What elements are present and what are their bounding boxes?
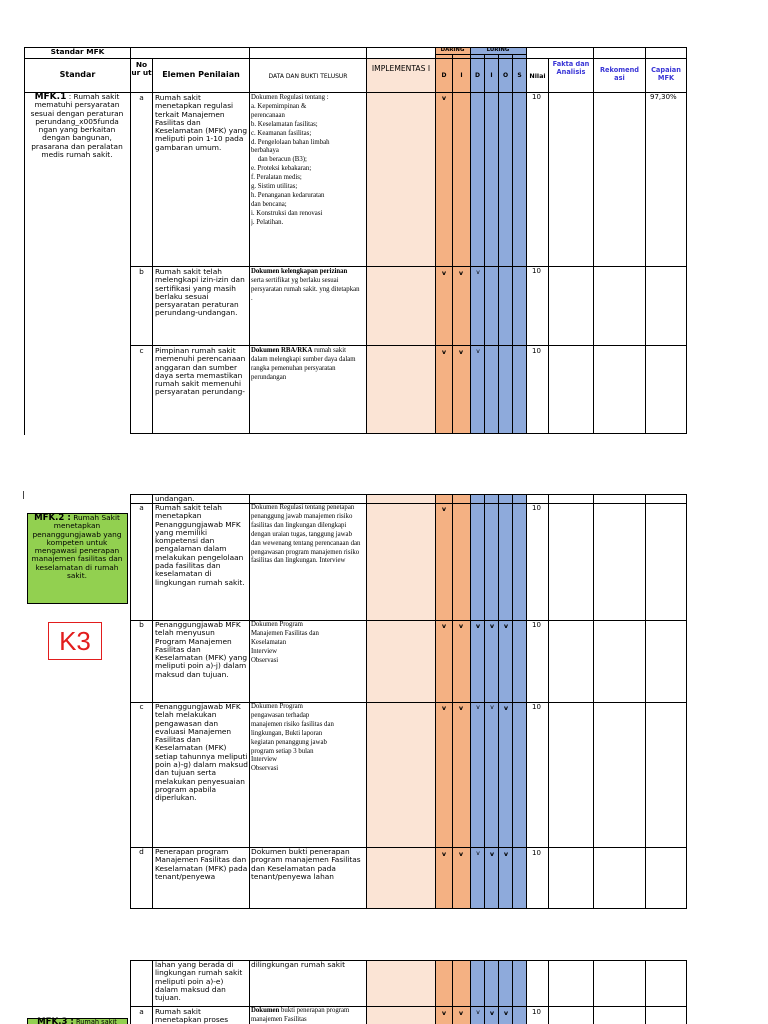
bukti-line: Interview <box>251 756 278 764</box>
continued-elemen: lahan yang berada di lingkungan rumah sakit meliputi poin a)-e) dalam maksud dan tujuan. <box>155 961 243 1003</box>
header-nilai: Nilai <box>529 72 546 80</box>
header-fakta: Fakta dan Analisis <box>552 61 590 76</box>
row-elemen: Rumah sakit menetapkan regulasi terkait Manajemen Fasilitas dan Keselamatan (MFK) yang meliputi poin 1-10 pada gambaran umum. <box>155 94 248 152</box>
standard-code: MFK.1 <box>34 92 67 102</box>
bukti-line: kegiatan penanggung jawab <box>251 738 327 746</box>
row-no: b <box>139 621 144 629</box>
mark-i-daring: v <box>458 622 464 630</box>
mark-i-daring: v <box>458 704 464 712</box>
bukti-line: c. Keamanan fasilitas; <box>251 129 312 137</box>
mark-d-daring: v <box>441 269 447 277</box>
continued-elemen: undangan. <box>155 495 195 503</box>
row-nilai: 10 <box>532 93 541 101</box>
mark-d-luring: v <box>476 348 480 355</box>
mark-d-luring: v <box>476 1009 480 1016</box>
standard-text: : Rumah sakit mematuhi persyaratan sesuai dengan peraturan perundang_x005funda ngan yang berkaitan dengan bangunan, prasarana dan peralatan medis rumah sakit. <box>30 92 124 160</box>
text-cursor: | <box>22 491 26 500</box>
table-section-mfk2 <box>0 491 768 910</box>
mark-i-daring: v <box>458 348 464 356</box>
mark-d-daring: v <box>441 505 447 513</box>
bukti-line: Dokumen Program <box>251 621 303 628</box>
header-s-luring: S <box>517 72 522 79</box>
row-elemen: Rumah sakit telah menetapkan Penanggungjawab MFK yang memiliki kompetensi dan pengalaman dalam melakukan pengelolaan pada fasilitas dan keselamatan di lingkungan rumah sakit. <box>155 504 245 587</box>
row-nilai: 10 <box>532 849 541 857</box>
mark-i-luring: v <box>489 1009 495 1017</box>
row-bukti: Dokumen Regulasi tentang penetapan penanggung jawab manajemen risiko fasilitas dan lingkungan dilengkapi dengan uraian tugas, tanggung jawab dan wewenang tentang perencanaan dan pengawasan program manajemen risiko fasilitas dan lingkungan. Interview <box>251 504 361 565</box>
standard-code: MFK.2 : <box>34 513 71 523</box>
bukti-line: Manajemen Fasilitas dan <box>251 629 319 637</box>
header-rekomendasi: Rekomend asi <box>599 66 640 82</box>
standard-text: Rumah sakit <box>73 1018 117 1024</box>
standard-mfk2 <box>28 514 126 580</box>
header-standar: Standar <box>59 71 96 79</box>
bukti-line: Interview <box>251 647 278 655</box>
bukti-line: a. Kepemimpinan & <box>251 102 307 110</box>
standard-mfk1 <box>26 93 128 159</box>
mark-d-luring: v <box>476 269 480 276</box>
mark-d-daring: v <box>441 1009 447 1017</box>
mark-i-daring: v <box>458 1009 464 1017</box>
row-no: d <box>139 848 144 856</box>
bukti-line: Observasi <box>251 656 279 664</box>
bukti-line: pengawasan terhadap <box>251 711 310 719</box>
bukti-bold: Dokumen RBA/RKA <box>251 347 313 354</box>
row-nilai: 10 <box>532 347 541 355</box>
row-elemen: Pimpinan rumah sakit memenuhi perencanaan anggaran dan sumber daya serta memastikan rumah sakit memenuhi persyaratan perundang- <box>155 347 246 397</box>
standard-code: MFK.3 : <box>37 1017 74 1024</box>
row-elemen: Rumah sakit menetapkan proses <box>155 1008 229 1024</box>
row-no: c <box>139 703 144 711</box>
row-no: b <box>139 268 144 276</box>
bukti-line: g. Sistim utilitas; <box>251 183 298 191</box>
bukti-line: Dokumen Regulasi tentang : <box>251 94 329 101</box>
table-section-mfk3 <box>0 960 768 1024</box>
mark-d-daring: v <box>441 850 447 858</box>
bukti-bold: Dokumen kelengkapan perizinan <box>251 268 348 275</box>
row-nilai: 10 <box>532 1008 541 1016</box>
mark-d-daring: v <box>441 348 447 356</box>
row-bukti <box>251 347 363 383</box>
mark-i-daring: v <box>458 850 464 858</box>
header-capaian: Capaian MFK <box>651 66 681 82</box>
row-elemen: Penanggungjawab MFK telah melakukan pengawasan dan evaluasi Manajemen Fasilitas dan Keselamatan (MFK) setiap tahunnya meliputi poin a)-g) dalam maksud dan tujuan serta melakukan penyesuaian program apabila diperlukan. <box>155 703 248 803</box>
row-nilai: 10 <box>532 703 541 711</box>
standard-text: Rumah Sakit menetapkan penanggungjawab yang kompeten untuk mengawasi penerapan manajemen fasilitas dan keselamatan di rumah sakit. <box>31 513 123 581</box>
bukti-line: lingkungan, Bukti laporan <box>251 729 323 737</box>
bukti-line: h. Penanganan kedaruratan <box>251 191 325 199</box>
header-daring: DARING <box>440 47 465 53</box>
header-data-bukti: DATA DAN BUKTI TELUSUR <box>268 73 348 80</box>
row-no: c <box>139 347 144 355</box>
row-bukti: Dokumen bukti penerapan program manajemen Fasilitas dan Keselamatan pada tenant/penyewa lahan <box>251 848 361 881</box>
bukti-line: Keselamatan <box>251 638 287 646</box>
row-nilai: 10 <box>532 504 541 512</box>
row-bukti-list <box>251 621 363 666</box>
row-no: a <box>139 504 144 512</box>
mark-d-luring: v <box>476 704 480 711</box>
row-bukti <box>251 1007 363 1024</box>
bukti-line: Dokumen Program <box>251 703 303 710</box>
bukti-line: d. Pengelolaan bahan limbah <box>251 138 330 146</box>
bukti-line: dan beracun (B3); <box>251 156 307 164</box>
header-o-luring: O <box>502 72 509 79</box>
mark-o-luring: v <box>503 622 509 630</box>
row-bukti <box>251 268 361 304</box>
header-no-urut: No ur ut <box>131 61 152 78</box>
header-i-luring: I <box>490 72 493 79</box>
mark-i-daring: v <box>458 269 464 277</box>
bukti-line: e. Proteksi kebakaran; <box>251 165 312 173</box>
bukti-rest: rumah sakit dalam melengkapi sumber daya dalam rangka pemenuhan persyaratan perundangan <box>251 347 356 381</box>
mark-d-daring: v <box>441 704 447 712</box>
bukti-line: i. Konstruksi dan renovasi <box>251 209 323 217</box>
capaian-value: 97,30% <box>650 93 677 101</box>
mark-d-luring: v <box>475 622 481 630</box>
row-nilai: 10 <box>532 267 541 275</box>
row-no: a <box>139 94 144 102</box>
mark-d-daring: v <box>441 622 447 630</box>
bukti-line: f. Peralatan medis; <box>251 174 302 182</box>
table-section-mfk1 <box>0 47 768 435</box>
header-elemen-penilaian: Elemen Penilaian <box>162 71 240 79</box>
mark-i-luring: v <box>490 704 494 711</box>
row-elemen: Penanggungjawab MFK telah menyusun Program Manajemen Fasilitas dan Keselamatan (MFK) yang meliputi poin a)-j) dalam maksud dan tujuan. <box>155 621 248 679</box>
mark-o-luring: v <box>503 850 509 858</box>
row-nilai: 10 <box>532 621 541 629</box>
mark-d-daring: v <box>441 94 447 102</box>
bukti-line: dan bencana; <box>251 200 287 208</box>
bukti-line: b. Keselamatan fasilitas; <box>251 120 318 128</box>
bukti-line: manajemen risiko fasilitas dan <box>251 720 334 728</box>
mark-d-luring: v <box>476 850 480 857</box>
bukti-rest: bukti penerapan program manajemen Fasilitas <box>251 1007 350 1023</box>
row-bukti-list <box>251 94 365 228</box>
bukti-line: berbahaya <box>251 147 279 155</box>
continued-bukti: dilingkungan rumah sakit <box>251 961 345 969</box>
row-no: a <box>139 1008 144 1016</box>
standard-mfk3 <box>28 1018 126 1024</box>
mark-i-luring: v <box>489 622 495 630</box>
row-bukti-list <box>251 703 363 774</box>
mark-o-luring: v <box>503 1009 509 1017</box>
bukti-line: j. Pelatihan. <box>251 218 284 226</box>
bukti-line: Observasi <box>251 765 279 773</box>
bukti-rest: serta sertifikat yg berlaku sesuai persyaratan rumah sakit. yng ditetapkan . <box>251 276 360 302</box>
header-luring: LURING <box>486 47 510 53</box>
bukti-bold: Dokumen <box>251 1007 280 1014</box>
header-standar-mfk: Standar MFK <box>50 48 105 56</box>
row-elemen: Rumah sakit telah melengkapi izin-izin dan sertifikasi yang masih berlaku sesuai persyaratan peraturan perundang-undangan. <box>155 268 245 318</box>
header-d-luring: D <box>475 72 480 79</box>
header-implementasi: IMPLEMENTAS I <box>371 64 431 73</box>
row-elemen: Penerapan program Manajemen Fasilitas dan Keselamatan (MFK) pada tenant/penyewa <box>155 848 248 881</box>
header-d-daring: D <box>441 72 447 79</box>
k3-label: K3 <box>48 622 102 660</box>
mark-o-luring: v <box>503 704 509 712</box>
bukti-line: program setiap 3 bulan <box>251 747 314 755</box>
header-i-daring: I <box>460 72 463 79</box>
mark-i-luring: v <box>489 850 495 858</box>
bukti-line: perencanaan <box>251 111 285 119</box>
